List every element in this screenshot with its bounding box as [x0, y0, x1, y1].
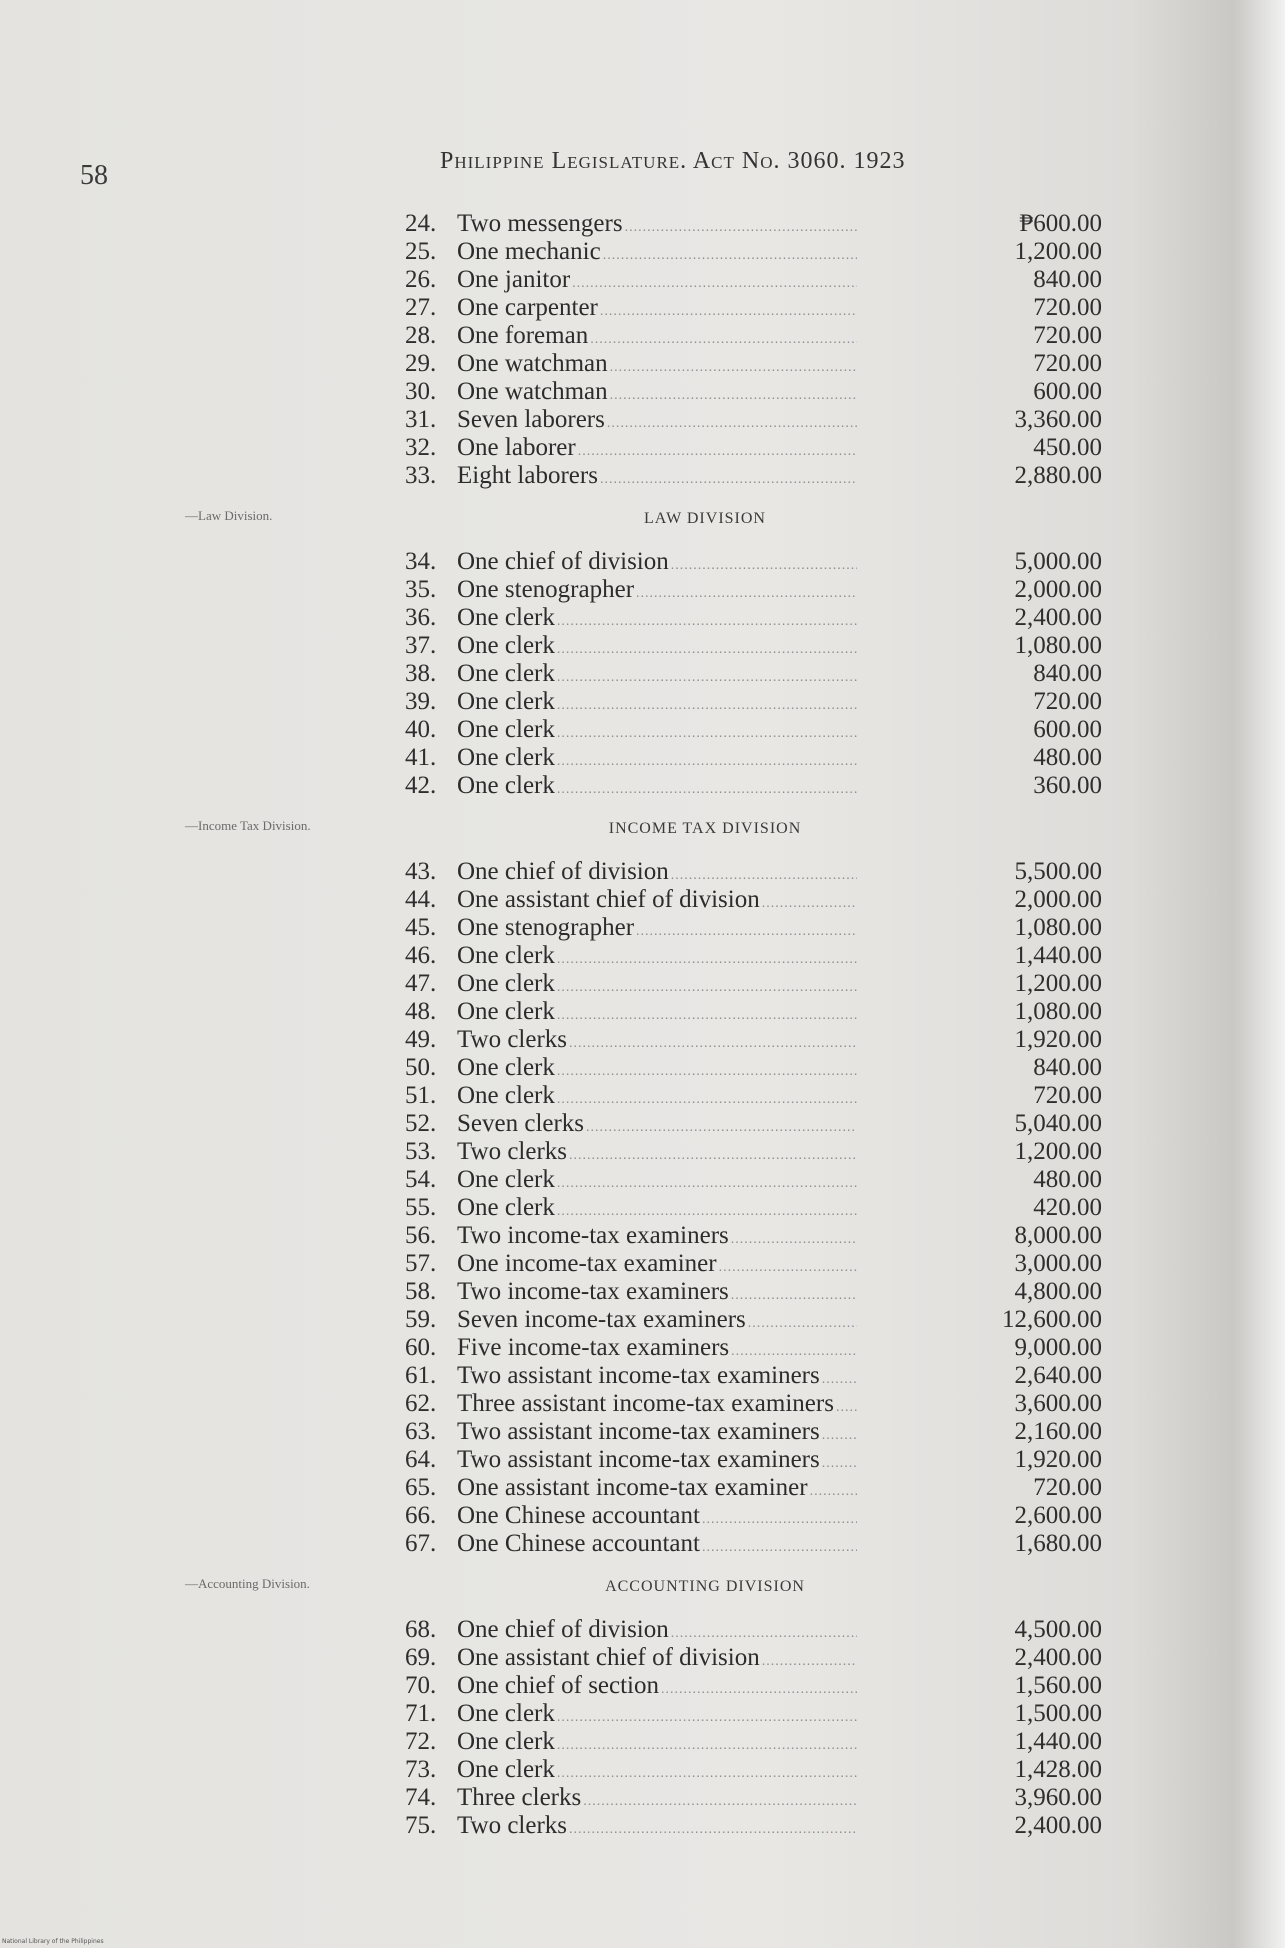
margin-note: —Law Division. — [185, 508, 273, 523]
item-number: 41. — [405, 744, 437, 771]
line-item — [405, 266, 1155, 294]
item-description: One chief of division ..... — [457, 858, 857, 890]
item-description: One chief of division ..... — [457, 1616, 857, 1648]
item-description: One clerk ..... — [457, 1700, 857, 1732]
item-amount: 480.00 — [1033, 1166, 1102, 1193]
item-number: 69. — [405, 1644, 437, 1671]
item-amount: 2,600.00 — [1014, 1502, 1102, 1529]
item-amount: 1,080.00 — [1014, 914, 1102, 941]
item-amount: 1,440.00 — [1014, 942, 1102, 969]
line-item — [405, 1530, 1155, 1558]
item-amount: 1,200.00 — [1014, 238, 1102, 265]
item-amount: 3,600.00 — [1014, 1390, 1102, 1417]
item-number: 29. — [405, 350, 437, 377]
item-amount: ₱600.00 — [1019, 210, 1102, 237]
item-number: 46. — [405, 942, 437, 969]
item-number: 55. — [405, 1194, 437, 1221]
item-number: 72. — [405, 1728, 437, 1755]
item-number: 50. — [405, 1054, 437, 1081]
item-description: One clerk ..... — [457, 688, 857, 720]
item-number: 36. — [405, 604, 437, 631]
item-number: 45. — [405, 914, 437, 941]
item-amount: 420.00 — [1033, 1194, 1102, 1221]
line-item — [405, 688, 1155, 716]
item-amount: 1,680.00 — [1014, 1530, 1102, 1557]
item-amount: 2,400.00 — [1014, 1644, 1102, 1671]
item-number: 65. — [405, 1474, 437, 1501]
item-amount: 600.00 — [1033, 716, 1102, 743]
item-number: 66. — [405, 1502, 437, 1529]
line-item — [405, 632, 1155, 660]
item-description: Two clerks ..... — [457, 1138, 857, 1170]
line-item — [405, 1446, 1155, 1474]
line-item — [405, 1390, 1155, 1418]
item-description: One clerk ..... — [457, 970, 857, 1002]
item-amount: 1,560.00 — [1014, 1672, 1102, 1699]
item-number: 24. — [405, 210, 437, 237]
item-number: 25. — [405, 238, 437, 265]
line-item — [405, 1616, 1155, 1644]
item-amount: 12,600.00 — [1002, 1306, 1102, 1333]
running-head: Philippine Legislature. Act No. 3060. 1923 — [440, 148, 906, 174]
item-description: Seven clerks ..... — [457, 1110, 857, 1142]
item-amount: 2,000.00 — [1014, 886, 1102, 913]
item-number: 48. — [405, 998, 437, 1025]
item-description: One Chinese accountant ..... — [457, 1502, 857, 1534]
item-amount: 2,640.00 — [1014, 1362, 1102, 1389]
item-amount: 3,360.00 — [1014, 406, 1102, 433]
item-amount: 1,200.00 — [1014, 970, 1102, 997]
item-description: One stenographer ..... — [457, 914, 857, 946]
item-description: Two income-tax examiners ..... — [457, 1222, 857, 1254]
line-item — [405, 576, 1155, 604]
item-number: 63. — [405, 1418, 437, 1445]
item-number: 59. — [405, 1306, 437, 1333]
item-description: One clerk ..... — [457, 1082, 857, 1114]
item-number: 26. — [405, 266, 437, 293]
line-item — [405, 378, 1155, 406]
item-description: One watchman ..... — [457, 378, 857, 410]
item-number: 58. — [405, 1278, 437, 1305]
line-item — [405, 210, 1155, 238]
item-description: Two clerks ..... — [457, 1812, 857, 1844]
line-item — [405, 660, 1155, 688]
item-number: 49. — [405, 1026, 437, 1053]
line-item — [405, 1222, 1155, 1250]
item-description: Three clerks ..... — [457, 1784, 857, 1816]
line-item — [405, 1644, 1155, 1672]
item-description: Eight laborers ..... — [457, 462, 857, 494]
item-description: One clerk ..... — [457, 772, 857, 804]
item-amount: 720.00 — [1033, 1082, 1102, 1109]
line-item — [405, 1194, 1155, 1222]
item-description: Five income-tax examiners ..... — [457, 1334, 857, 1366]
item-amount: 1,920.00 — [1014, 1446, 1102, 1473]
line-item — [405, 1728, 1155, 1756]
line-item — [405, 406, 1155, 434]
line-item — [405, 1082, 1155, 1110]
item-amount: 2,400.00 — [1014, 604, 1102, 631]
line-item — [405, 716, 1155, 744]
item-amount: 8,000.00 — [1014, 1222, 1102, 1249]
item-number: 43. — [405, 858, 437, 885]
line-item — [405, 350, 1155, 378]
line-item — [405, 942, 1155, 970]
item-description: Two assistant income-tax examiners ..... — [457, 1446, 857, 1478]
section-heading: LAW DIVISION — [644, 510, 766, 527]
item-description: One clerk ..... — [457, 1728, 857, 1760]
item-description: One clerk ..... — [457, 716, 857, 748]
item-number: 40. — [405, 716, 437, 743]
item-description: Two assistant income-tax examiners ..... — [457, 1362, 857, 1394]
item-amount: 1,920.00 — [1014, 1026, 1102, 1053]
item-amount: 720.00 — [1033, 688, 1102, 715]
item-description: One foreman ..... — [457, 322, 857, 354]
item-number: 42. — [405, 772, 437, 799]
section-heading: ACCOUNTING DIVISION — [605, 1578, 805, 1595]
item-description: One clerk ..... — [457, 1054, 857, 1086]
item-amount: 450.00 — [1033, 434, 1102, 461]
item-amount: 840.00 — [1033, 266, 1102, 293]
item-number: 38. — [405, 660, 437, 687]
item-number: 52. — [405, 1110, 437, 1137]
item-description: One clerk ..... — [457, 998, 857, 1030]
item-amount: 5,040.00 — [1014, 1110, 1102, 1137]
item-amount: 2,400.00 — [1014, 1812, 1102, 1839]
item-description: One stenographer ..... — [457, 576, 857, 608]
line-item — [405, 772, 1155, 800]
line-item — [405, 548, 1155, 576]
item-number: 44. — [405, 886, 437, 913]
item-description: Two clerks ..... — [457, 1026, 857, 1058]
item-number: 61. — [405, 1362, 437, 1389]
line-item — [405, 604, 1155, 632]
line-item — [405, 1418, 1155, 1446]
item-number: 57. — [405, 1250, 437, 1277]
item-number: 62. — [405, 1390, 437, 1417]
footer-note: National Library of the Philippines — [2, 1938, 104, 1945]
item-number: 30. — [405, 378, 437, 405]
item-description: Two assistant income-tax examiners ..... — [457, 1418, 857, 1450]
line-item — [405, 1756, 1155, 1784]
item-amount: 9,000.00 — [1014, 1334, 1102, 1361]
item-amount: 1,080.00 — [1014, 632, 1102, 659]
item-description: One clerk ..... — [457, 1756, 857, 1788]
item-description: One clerk ..... — [457, 1166, 857, 1198]
item-amount: 720.00 — [1033, 350, 1102, 377]
line-item — [405, 1166, 1155, 1194]
item-amount: 1,080.00 — [1014, 998, 1102, 1025]
line-item — [405, 1784, 1155, 1812]
line-item — [405, 294, 1155, 322]
item-number: 53. — [405, 1138, 437, 1165]
line-item — [405, 1334, 1155, 1362]
margin-note: —Income Tax Division. — [185, 818, 311, 833]
item-amount: 2,160.00 — [1014, 1418, 1102, 1445]
line-item — [405, 1812, 1155, 1840]
line-item — [405, 1026, 1155, 1054]
item-number: 60. — [405, 1334, 437, 1361]
item-description: One income-tax examiner ..... — [457, 1250, 857, 1282]
item-amount: 720.00 — [1033, 294, 1102, 321]
item-amount: 4,800.00 — [1014, 1278, 1102, 1305]
line-item — [405, 998, 1155, 1026]
item-number: 56. — [405, 1222, 437, 1249]
item-number: 27. — [405, 294, 437, 321]
item-amount: 600.00 — [1033, 378, 1102, 405]
item-description: One assistant income-tax examiner ..... — [457, 1474, 857, 1506]
item-number: 47. — [405, 970, 437, 997]
item-number: 32. — [405, 434, 437, 461]
item-description: Two income-tax examiners ..... — [457, 1278, 857, 1310]
item-description: One mechanic ..... — [457, 238, 857, 270]
line-item — [405, 1138, 1155, 1166]
line-item — [405, 744, 1155, 772]
margin-note: —Accounting Division. — [185, 1576, 310, 1591]
line-item — [405, 1110, 1155, 1138]
item-amount: 4,500.00 — [1014, 1616, 1102, 1643]
item-number: 31. — [405, 406, 437, 433]
item-number: 54. — [405, 1166, 437, 1193]
item-description: One clerk ..... — [457, 632, 857, 664]
item-description: Three assistant income-tax examiners ..... — [457, 1390, 857, 1422]
item-amount: 1,440.00 — [1014, 1728, 1102, 1755]
item-amount: 840.00 — [1033, 1054, 1102, 1081]
line-item — [405, 1054, 1155, 1082]
line-item — [405, 1502, 1155, 1530]
item-amount: 3,960.00 — [1014, 1784, 1102, 1811]
item-number: 35. — [405, 576, 437, 603]
item-number: 28. — [405, 322, 437, 349]
line-item — [405, 1700, 1155, 1728]
line-item — [405, 1672, 1155, 1700]
item-description: One janitor ..... — [457, 266, 857, 298]
line-item — [405, 886, 1155, 914]
item-description: Two messengers ..... — [457, 210, 857, 242]
item-number: 67. — [405, 1530, 437, 1557]
item-amount: 5,000.00 — [1014, 548, 1102, 575]
item-number: 37. — [405, 632, 437, 659]
page-number: 58 — [80, 160, 108, 191]
item-description: One clerk ..... — [457, 1194, 857, 1226]
item-description: One clerk ..... — [457, 744, 857, 776]
item-number: 75. — [405, 1812, 437, 1839]
item-amount: 1,428.00 — [1014, 1756, 1102, 1783]
line-item — [405, 914, 1155, 942]
line-item — [405, 1362, 1155, 1390]
line-item — [405, 238, 1155, 266]
item-description: One clerk ..... — [457, 660, 857, 692]
line-item — [405, 322, 1155, 350]
item-amount: 5,500.00 — [1014, 858, 1102, 885]
item-number: 68. — [405, 1616, 437, 1643]
item-number: 64. — [405, 1446, 437, 1473]
item-number: 73. — [405, 1756, 437, 1783]
line-item — [405, 1278, 1155, 1306]
item-amount: 360.00 — [1033, 772, 1102, 799]
item-description: Seven laborers ..... — [457, 406, 857, 438]
item-number: 39. — [405, 688, 437, 715]
item-amount: 1,500.00 — [1014, 1700, 1102, 1727]
item-description: One laborer ..... — [457, 434, 857, 466]
item-amount: 2,000.00 — [1014, 576, 1102, 603]
item-description: One watchman ..... — [457, 350, 857, 382]
item-number: 34. — [405, 548, 437, 575]
item-description: One chief of division ..... — [457, 548, 857, 580]
item-number: 71. — [405, 1700, 437, 1727]
item-number: 70. — [405, 1672, 437, 1699]
item-description: One Chinese accountant ..... — [457, 1530, 857, 1562]
item-number: 33. — [405, 462, 437, 489]
line-item — [405, 462, 1155, 490]
item-number: 51. — [405, 1082, 437, 1109]
section-heading: INCOME TAX DIVISION — [608, 820, 802, 837]
line-item — [405, 970, 1155, 998]
item-description: One clerk ..... — [457, 942, 857, 974]
item-amount: 840.00 — [1033, 660, 1102, 687]
item-amount: 1,200.00 — [1014, 1138, 1102, 1165]
line-item — [405, 434, 1155, 462]
item-description: One assistant chief of division ..... — [457, 886, 857, 918]
item-description: One chief of section ..... — [457, 1672, 857, 1704]
item-description: One assistant chief of division ..... — [457, 1644, 857, 1676]
line-item — [405, 858, 1155, 886]
item-description: One clerk ..... — [457, 604, 857, 636]
line-item — [405, 1306, 1155, 1334]
appropriation-list — [405, 210, 1155, 1840]
item-amount: 2,880.00 — [1014, 462, 1102, 489]
item-description: Seven income-tax examiners ..... — [457, 1306, 857, 1338]
item-amount: 480.00 — [1033, 744, 1102, 771]
item-amount: 720.00 — [1033, 322, 1102, 349]
line-item — [405, 1250, 1155, 1278]
item-description: One carpenter ..... — [457, 294, 857, 326]
item-number: 74. — [405, 1784, 437, 1811]
item-amount: 720.00 — [1033, 1474, 1102, 1501]
item-amount: 3,000.00 — [1014, 1250, 1102, 1277]
line-item — [405, 1474, 1155, 1502]
